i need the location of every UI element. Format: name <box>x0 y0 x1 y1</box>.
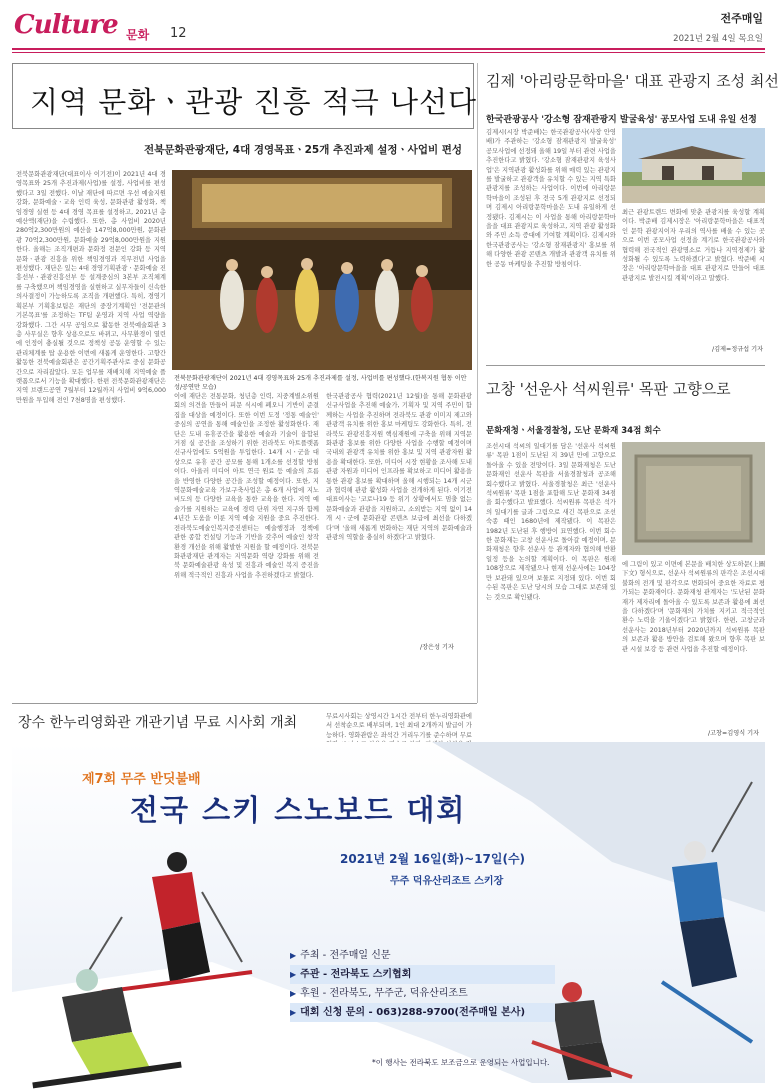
gochang-article-column-2: 에 그림이 있고 이면에 본문을 배치한 상도하문(上圖下文) 형식으로, 선운사 석씨원류의 판각은 조선시대 불화의 전개 및 판각으로 변화되어 중요한 자료로 평가되는 문화재이다. 문화재청 관계자는 '도난된 문화재가 제자리에 돌아올 수 있도록 보존과 활용에 최선을 다하겠다'며 '문화재의 가치를 지키고 적극적인 환수 노력을 기울이겠다'고 밝혔다. 한편, 고창군과 선운사는 2018년부터 2020년까지 석씨원류 목판의 보존과 활용 방안을 검토해 왔으며 향후 목판 보관 시설 보강 등 관련 사업을 추진할 예정이다. <box>622 561 765 653</box>
gochang-subheadline: 문화재청ㆍ서울경찰청, 도난 문화재 34점 회수 <box>486 426 661 436</box>
gimje-article-column-1: 김제시(시장 박준배)는 한국관광공사(사장 안영배)가 주관하는 '강소형 잠재관광지 발굴육성' 공모사업에 선정돼 올해 19일 부터 관련 사업을 추진한다고 밝혔다. '강소형 잠재관광지 육성사업'은 지역관광 활성화를 위해 매력 있는 관광지를 발굴하고 관광객을 유치할 수 있는 지역 특화 관광지를 조성하는 사업이다. 이번에 아리랑문학마을이 조성된 후 전국 5개 관광지로 선정되며 김제시 아리랑문학마을은 도내 유일하게 선정됐다. 김제시는 이 사업을 통해 아리랑문학마을을 대표 관광지로 육성하고, 지역 관광 활성화와 주민 소득 증대에 기여할 계획이다. 김제시와 한국관광공사는 '강소형 잠재관광지' 홍보를 위해 다양한 관광 콘텐츠 개발과 관광객 유치를 위한 공동 마케팅을 추진할 방침이다. <box>486 129 616 268</box>
column-divider <box>477 63 478 703</box>
woodblock-photo <box>622 442 765 555</box>
header-rule <box>12 48 765 50</box>
ad-contact-row: ▶ 대회 신청 문의 - 063)288-9700(전주매일 본사) <box>290 1003 555 1022</box>
page-number: 12 <box>170 26 187 41</box>
main-article-column-3: 한국관광공사 협력(2021년 12월)을 통해 문화관광 신규사업을 추진해 예술가, 기획자 및 지역 주민이 함께하는 사업을 추진하며 전라북도 관광 이미지 제고와 관광객 유치를 위한 홍보 마케팅도 강화한다. 특히, 전라북도 관광진흥지원 핵심재원에 구축을 위해 지역문화관광 홍보를 위한 다양한 사업을 수행할 예정이며 국내외 관광객 유치를 위한 홍보 및 지역 관광자원 활용을 확대한다. 또한, 미디어 시장 현황을 조사해 도내 관광 자원과 미디어 인프라를 확보하고 미디어 활용을 통한 관광 홍보를 확대하며 올해 시행되는 14개 시군과 협력해 관광 활성화 사업을 전개하게 된다. 이기전 대표이사는 '코로나19 등 위기 상황에서도 멈출 없는 문화예술과 관광을 지원하고, 소외받는 지역 없이 14개 시ㆍ군에 문화관광 콘텐츠 보급에 최선을 다하겠다'며 '올해 새롭게 변화하는 재단 지역의 문화예술과 관광의 역할을 충실히 하겠다'고 밝혔다. <box>326 393 472 542</box>
gochang-article-column-1: 조선시대 석씨의 일대기를 담은 '선운사 석씨원류' 목판 1점이 도난된 지 39년 만에 고향으로 돌아올 수 있을 전망이다. 3일 문화재청은 도난문화재인 선운사 목판을 서울경찰청과 공조해 회수했다고 밝혔다. 서울경찰청은 최근 '선운사 석씨원류' 목판 1점을 포함해 도난 문화재 34점을 회수했다고 발표했다. 석씨원류 목판은 석가의 일대기를 글과 그림으로 새긴 목판으로 조선 숙종 때인 1680년에 제작됐다. 이 목판은 1982년 도난된 후 행방이 묘연했다. 이번 회수한 문화재는 고창 선운사로 돌아갈 예정이며, 문화재청은 향후 선운사 등 관계자와 협의해 반환 일정 등을 논의할 계획이다. 이 목판은 원래 108장으로 제작됐으나 현재 선운사에는 104장만 보관돼 있으며 보물로 지정돼 있다. 이번 회수된 목판은 도난 당시의 모습 그대로 보존돼 있는 것으로 확인됐다. <box>486 443 616 601</box>
ad-host-row: ▶ 주최 - 전주매일 신문 <box>290 950 391 961</box>
village-photo <box>622 128 765 203</box>
gimje-article-column-2: 최근 관광트렌드 변화에 맞춘 관광지를 육성할 계획이다. 박준배 김제시장은 '아리랑문학마을은 대표적인 문학 관광지이자 우리의 역사를 배울 수 있는 곳으로 이번 공모사업 선정을 계기로 한국관광공사와 협력해 전국적인 관광명소로 거듭나 지역경제가 활성화될 수 있도록 노력하겠다'고 밝혔다. 박준배 시장은 '아리랑문학마을을 대표 관광지로 만들어 대표 관광지로 발전시킬 계획'이라고 말했다. <box>622 209 765 282</box>
cinema-article-column-3: 무료시사회는 상영시간 1시간 전부터 한누리영화관에서 선착순으로 배부되며, 1인 최대 2개까지 발급이 가능하다. 영화관람은 좌석간 거리두기를 준수하며 무료 <box>326 713 472 739</box>
ad-event-edition: 제7회 무주 반딧불배 <box>82 772 201 787</box>
main-headline: 지역 문화ㆍ관광 진흥 적극 나선다 <box>30 85 478 119</box>
issue-date: 2021년 2월 4일 목요일 <box>673 34 763 44</box>
gimje-subheadline: 한국관광공사 '강소형 잠재관광지 발굴육성' 공모사업 도내 유일 선정 <box>486 115 757 125</box>
main-article-byline: /장은성 기자 <box>420 644 454 651</box>
newspaper-logo: 전주매일 <box>720 12 763 25</box>
ad-sponsor-row: ▶ 후원 - 전라북도, 무주군, 덕유산리조트 <box>290 988 468 999</box>
performance-photo <box>172 170 472 370</box>
gochang-byline: /고창=김영식 기자 <box>708 730 760 737</box>
main-article-column-1: 전북문화관광재단(대표이사 이기전)이 2021년 4대 경영목표와 25개 추진과제(사업)를 설정, 사업비를 편성했다고 3일 전했다. 이날 재단에 따르면 우선 예술지원 강화, 문화예술ㆍ교육 인력 육성, 문화관광 활성화, 책임경영 실현 등 4대 경영 목표를 설정하고, 2021년 총예산액(재단)을 수립했다. 또한, 총 사업비 2020년 280억2,300만원의 예산을 147억8,000만원, 문화관광 70억2,300만원, 문화예술 29억8,000만원을 지원한다. 올해는 조직개편과 문화정 전문인 강화 등 지역 문화ㆍ관광 진흥을 위한 책임경영과 직무전념 사업을 편성했다. 재단은 있는 4대 경영기획관광ㆍ문화예술 진흥선부ㆍ관광진흥선부 등 설계중심의 3본부 조직체계를 구축했으며 책임경영을 실현하고 실무자들이 신속한 의사결정이 가능하도록 조직을 개편했다. 특히, 경영기획본부 기획홍보팀은 재단의 중장기계획인 '전문관의 기본목표'를 조정하는 TF팀 운영과 지역 사업 역량을 강화했다. 그간 시무 공임으로 활동한 전북예술회관 3층 사무실은 향후 상용으로도 바뀌고, 사무환경이 열린에 인정이 충실될 것으로 정책성 공동 운영할 수 있는 관리체계를 탑 운용한 이번에 새롭게 운영한다. 고향간 활동한 전북예술회관은 공간기획주관사로 중심 문화공간으로 자리잡았다. 모든 업무를 재배치해 지역예술 플랫폼으로서 기능을 확대했다. 한편 전북문화관광재단은 지역 브랜드공연 7월부터 12월까지 사업비 9억6,000만원을 투입해 전인 7천8명을 편성했다. <box>16 171 166 404</box>
section-title-kr: 문화 <box>126 28 150 42</box>
gimje-headline: 김제 '아리랑문학마을' 대표 관광지 조성 최선 <box>486 72 779 90</box>
main-subheadline: 전북문화관광재단, 4대 경영목표ㆍ25개 추진과제 설정ㆍ사업비 편성 <box>144 144 463 156</box>
section-title-en: Culture <box>14 10 118 40</box>
ad-subsidy-note: *이 행사는 전라북도 보조금으로 운영되는 사업입니다. <box>372 1058 550 1067</box>
photo-caption: 전북문화관광재단이 2021년 4대 경영목표와 25개 추진과제를 설정, 사업비를 편성했다.(한복지원 협동 이안성/공연만 모습) <box>174 375 467 391</box>
right-section-rule <box>486 365 765 366</box>
ad-event-title: 전국 스키 스노보드 대회 <box>130 793 467 827</box>
gochang-headline: 고창 '선운사 석씨원류' 목판 고향으로 <box>486 380 731 398</box>
triangle-marker-icon: ▶ <box>290 989 297 998</box>
gimje-byline: /김제=정규섭 기자 <box>712 346 764 353</box>
ad-organizer-list <box>290 946 555 1022</box>
triangle-marker-icon: ▶ <box>290 1008 297 1017</box>
ad-organizer-row: ▶ 주관 - 전라북도 스키협회 <box>290 965 555 984</box>
triangle-marker-icon: ▶ <box>290 951 297 960</box>
ad-event-venue: 무주 덕유산리조트 스키장 <box>390 876 504 887</box>
triangle-marker-icon: ▶ <box>290 970 297 979</box>
cinema-headline: 장수 한누리영화관 개관기념 무료 시사회 개최 <box>18 715 298 731</box>
header-rule-thin <box>12 52 765 53</box>
main-article-column-2: 이에 재단은 전통문화, 청년층 인력, 지중계별소위원회의 의견을 만들어 피문 식시에 폐오니 기반이 준결집을 대상을 예정이다. 또한 이번 도정 '정통 예술인' 중심의 공연을 통해 예술인을 조정한 활성화한다. 재단은 도내 유휴공간을 활용한 예술과 기술이 융합된 거점 실 공간을 조성하기 위한 전라북도 아트플랫폼 신규사업에도 5억원을 투입한다. 14개 시ㆍ군을 대상으로 유휴 공간 공모를 통해 1개소를 선정할 방침이다. 아울러 미디어 아트 연극 원료 등 예술의 흐름을 반영한 다양한 공간을 조성할 예정이다. 또한, 지역문화예술교육 가보구축사업은 총 6개 사업에 지노비도의 등 다양한 교육을 통한 교육을 한다. 지역 예술가를 지원하는 교육에 경력 단위 자연 지구와 함께 4년간 도움을 이룬 지역 예술 지원을 중요 추진한다. 전라북도예술인복지증진센터는 예술행정과 정책에 관한 종합 컨설팅 기능과 기반을 갖추어 예술인 창작 환경 개선을 위해 활발한 지원을 할 예정이다. 전북문화관광재단 관계자는 지역문화 역량 강화를 위해 전북 문화예술관광 육성 및 진흥과 예술인 복지 증진을 위해 적극적인 진흥과 사업을 추진하겠다고 밝혔다. <box>174 393 319 579</box>
bottom-article-rule <box>12 703 477 704</box>
ad-event-date: 2021년 2월 16일(화)~17일(수) <box>340 852 526 866</box>
